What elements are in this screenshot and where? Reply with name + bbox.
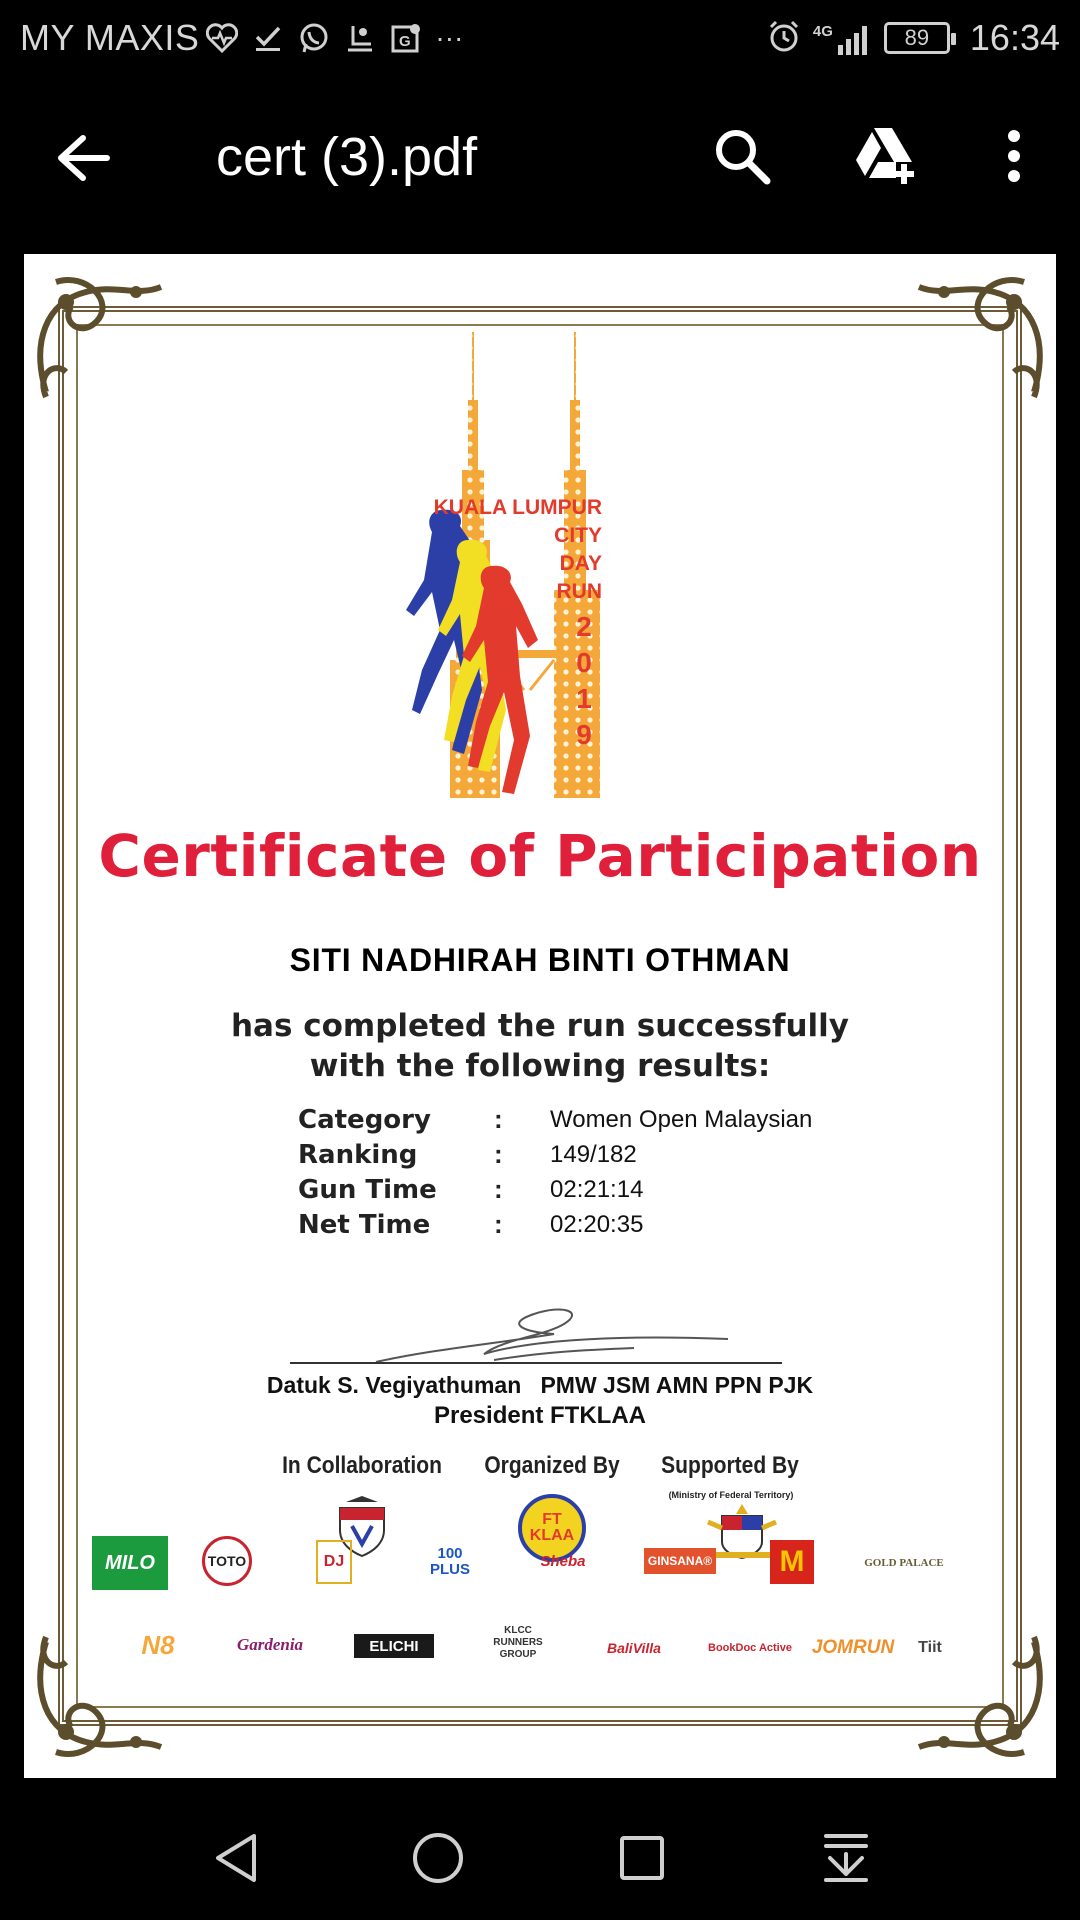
sponsor-logo-n8: N8 [141, 1629, 175, 1660]
logo-year-digit: 0 [576, 647, 592, 678]
result-row-net-time [298, 1207, 898, 1242]
result-value: 02:21:14 [550, 1175, 644, 1203]
signal-icon [813, 21, 872, 55]
network-type: 4G [812, 23, 833, 40]
arrow-back-icon [55, 134, 111, 182]
result-colon: : [494, 1209, 503, 1239]
notification-icons [205, 21, 463, 55]
nav-home-button[interactable] [408, 1828, 468, 1888]
sponsor-logo-sheba: Sheba [540, 1552, 586, 1570]
result-label: Net Time [298, 1209, 431, 1240]
result-colon: : [494, 1104, 503, 1134]
nav-home-icon [411, 1831, 465, 1885]
status-bar [0, 0, 1080, 76]
sponsor-logo-gardenia: Gardenia [236, 1635, 304, 1654]
search-button[interactable] [706, 120, 778, 192]
sponsor-logo-klcc-runners: KLCC RUNNERS GROUP [493, 1625, 543, 1660]
check-icon [251, 21, 285, 55]
completion-statement [24, 1006, 1056, 1086]
result-label: Category [298, 1104, 431, 1135]
signatory-role: President FTKLAA [433, 1402, 646, 1429]
battery-level: 89 [904, 25, 930, 50]
result-value: 02:20:35 [550, 1210, 644, 1238]
sponsor-logo-gold-palace: GOLD PALACE [864, 1557, 944, 1569]
logo-text-city: CITY [554, 524, 602, 547]
nav-recents-button[interactable] [612, 1828, 672, 1888]
logo-year-digit: 9 [576, 719, 592, 750]
more-icon: ··· [435, 22, 464, 53]
result-colon: : [494, 1174, 503, 1204]
certificate-title: Certificate of Participation [98, 822, 982, 890]
pdf-page[interactable] [24, 254, 1056, 1778]
more-vert-icon [1004, 128, 1024, 184]
sponsor-logo-jomrun: JOMRUN [811, 1637, 895, 1658]
ftklaa-logo-text: FT [542, 1511, 562, 1528]
signatory-name: Datuk S. Vegiyathuman PMW JSM AMN PPN PJK [266, 1372, 814, 1398]
sponsor-logo-milo: MILO [92, 1536, 168, 1590]
results-table [298, 1102, 898, 1242]
organized-heading: Organized By [484, 1452, 620, 1479]
logo-year-digit: 2 [576, 611, 592, 642]
ornament-corner-icon [26, 262, 176, 412]
navigation-bar [0, 1792, 1080, 1920]
logo-year-digit: 1 [576, 683, 592, 714]
sponsor-logo-tiit: Tiit [918, 1639, 942, 1656]
sponsor-logo-toto: TOTO [202, 1536, 252, 1586]
signature-line [290, 1362, 782, 1364]
nav-recents-icon [618, 1834, 666, 1882]
event-logo [404, 330, 684, 798]
sponsor-logo-100plus: 100 PLUS [429, 1545, 470, 1578]
map-icon [389, 21, 423, 55]
carrier-name: MY MAXIS [20, 17, 200, 58]
sponsor-logo-ginsana: GINSANA® [644, 1548, 716, 1574]
ornament-corner-icon [904, 262, 1054, 412]
drive-add-icon [852, 126, 920, 186]
heart-rate-icon [205, 21, 239, 55]
participant-name: SITI NADHIRAH BINTI OTHMAN [289, 942, 791, 978]
completion-line: has completed the run successfully [230, 1008, 850, 1044]
svg-text:G: G [399, 33, 412, 50]
document-title: cert (3).pdf [216, 127, 478, 187]
supported-subheading: (Ministry of Federal Territory) [668, 1490, 794, 1500]
result-row-gun-time [298, 1172, 898, 1207]
whatsapp-icon [297, 21, 331, 55]
alarm-icon [767, 19, 801, 58]
sponsor-logo-bookdoc: BookDoc Active [708, 1642, 792, 1654]
supported-heading: Supported By [661, 1452, 799, 1479]
logo-text-kl: KUALA LUMPUR [433, 496, 602, 519]
logo-text-day: DAY [559, 552, 602, 575]
add-to-drive-button[interactable] [850, 120, 922, 192]
result-row-category [298, 1102, 898, 1137]
app-bar [0, 76, 1080, 238]
nav-back-icon [212, 1832, 260, 1884]
search-icon [712, 126, 772, 186]
nav-back-button[interactable] [206, 1828, 266, 1888]
system-status [767, 17, 1060, 59]
result-colon: : [494, 1139, 503, 1169]
result-value: 149/182 [550, 1140, 637, 1168]
back-button[interactable] [50, 128, 116, 188]
nav-notifications-button[interactable] [816, 1828, 876, 1888]
ftklaa-logo-text: KLAA [529, 1527, 575, 1544]
sponsor-logo-balivilla: BaliVilla [607, 1640, 661, 1656]
result-row-ranking [298, 1137, 898, 1172]
sponsor-logo-elichi: ELICHI [354, 1634, 434, 1658]
collab-heading: In Collaboration [282, 1452, 442, 1479]
notification-icon [343, 21, 377, 55]
status-time: 16:34 [969, 17, 1060, 58]
result-label: Gun Time [298, 1174, 437, 1205]
completion-line: with the following results: [309, 1048, 771, 1084]
result-value: Women Open Malaysian [550, 1105, 813, 1133]
sponsor-logo-dj: DJ [316, 1540, 352, 1584]
pull-down-icon [822, 1832, 870, 1884]
logo-text-run: RUN [556, 580, 602, 603]
overflow-menu-button[interactable] [978, 120, 1050, 192]
sponsor-logo-mcdonalds: M [770, 1540, 814, 1584]
battery-icon [884, 22, 950, 54]
result-label: Ranking [298, 1139, 418, 1170]
